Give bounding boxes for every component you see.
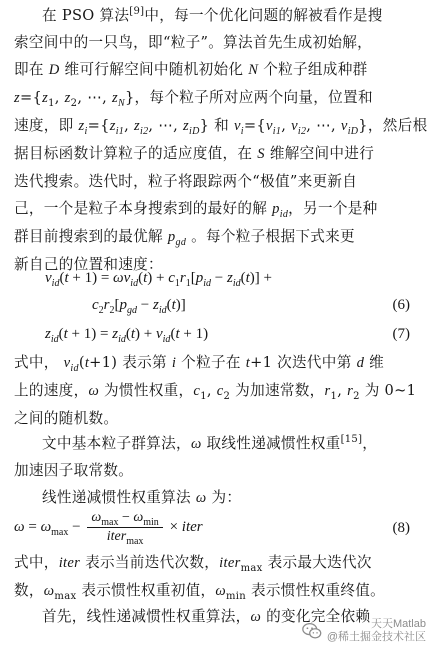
paragraph-pso-intro-cont (14, 29, 428, 278)
equation-number: (8) (392, 520, 410, 536)
paragraph-linear-decrease (14, 484, 424, 512)
fraction: $\frac{\omega_{max} - \omega_{min}}{iter_{max}}$ (87, 510, 162, 545)
text-line: 之间的随机数。 (14, 410, 119, 427)
text-line: 速度，即 $z_i=\{z_{i1}$, $z_{i2}$, ⋯, $z_{iD}$} 和 $v_i=\{v_{i1}$, $v_{i2}$, ⋯, $v_{iD}$}，然后根 (14, 117, 428, 137)
equation-number: (6) (392, 297, 410, 313)
text-line: 式中， $v_{id}(t+1)$ 表示第 i 个粒子在 t+1 次迭代中第 d 维 (14, 354, 385, 374)
equation-7: $z_{id}(t + 1) = z_{id}(t) + v_{id}(t + 1)$ (45, 326, 209, 345)
text-line: 己，一个是粒子本身搜索到的最好的解 $p_{id}$，另一个是种 (14, 200, 378, 220)
text-line: 首先，线性递减惯性权重算法，ω 的变化完全依赖 (42, 608, 371, 625)
paragraph-basic-pso-cont (14, 457, 424, 484)
text-line: 据目标函数计算粒子的适应度值，在 S 维解空间中进行 (14, 145, 375, 162)
text-line: 加速因子取常数。 (14, 462, 134, 479)
equation-6-line2: $c_2r_2[p_{gd} - z_{id}(t)]$ (92, 297, 186, 316)
text-line: 迭代搜索。迭代时，粒子将跟踪两个“极值”来更新自 (14, 173, 358, 190)
watermark (301, 618, 426, 644)
text-line: 线性递减惯性权重算法 ω 为： (42, 489, 242, 506)
text-line: 新自己的位置和速度： (14, 256, 163, 273)
text-line: 群目前搜索到的最优解 $p_{gd}$ 。每个粒子根据下式来更 (14, 228, 355, 248)
paragraph-basic-pso (14, 430, 424, 458)
wechat-icon (301, 620, 323, 642)
paragraph-iter-symbols (14, 549, 424, 605)
citation: [9] (129, 6, 145, 18)
text-line: 即在 D 维可行解空间中随机初始化 N 个粒子组成种群 (14, 61, 368, 78)
equation-6-line1: $v_{id}(t + 1) = \omega v_{id}(t) + c_1r_1[p_{id} - z_{id}(t)]$ + (45, 270, 272, 289)
watermark-name: 天天Matlab (370, 618, 426, 630)
citation: [15] (340, 434, 363, 446)
equation-8: $\omega = \omega_{max}$ − $\frac{\omega_{max} - \omega_{min}}{iter_{max}}$ × iter (14, 510, 203, 547)
paragraph-pso-intro (14, 2, 424, 29)
text-line: 数，$\omega_{max}$ 表示惯性权重初值，$\omega_{min}$ 表示惯性权重终值。 (14, 582, 386, 602)
text-line: 式中，iter 表示当前迭代次数，iter$_{max}$ 表示最大迭代次 (14, 554, 372, 574)
text-line: 文中基本粒子群算法，ω 取线性递减惯性权重[15]， (42, 434, 378, 452)
watermark-sub: @稀土掘金技术社区 (326, 631, 426, 643)
text-line: 上的速度，ω 为惯性权重，$c_1$, $c_2$ 为加速常数，$r_1$, $r_2$ 为 0~1 (14, 382, 417, 402)
text-line: 在 PSO 算法[9]中，每一个优化问题的解被看作是搜 (42, 6, 383, 24)
text-line: $z=\{z_1$, $z_2$, ⋯, $z_N$}，每个粒子所对应两个向量，位置和 (14, 89, 373, 109)
equation-number: (7) (392, 326, 410, 342)
text-line: 索空间中的一只鸟，即“粒子”。算法首先生成初始解， (14, 34, 373, 51)
paragraph-symbols (14, 349, 424, 432)
